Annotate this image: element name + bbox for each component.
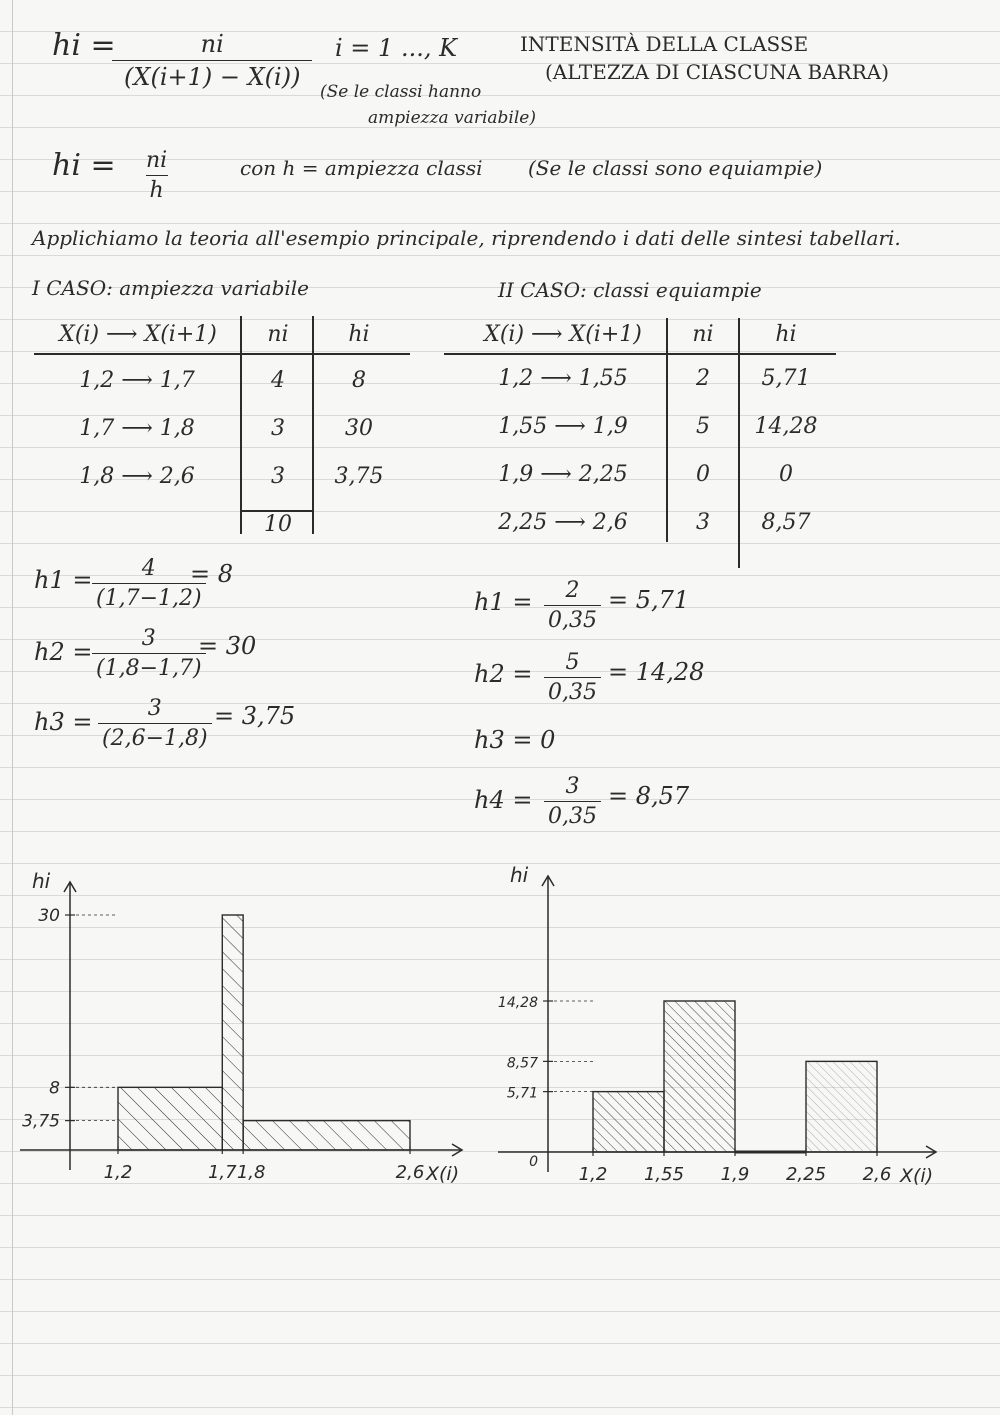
x-tick-label: 1,9 bbox=[720, 1164, 750, 1185]
case2-row3-interval: 1,9 ⟶ 2,25 bbox=[498, 462, 628, 487]
case2-calc2-result: = 14,28 bbox=[608, 658, 705, 686]
case1-row3-n: 3 bbox=[271, 464, 285, 489]
case1-calc3-result: = 3,75 bbox=[214, 702, 296, 730]
histogram-case2 bbox=[498, 863, 936, 1187]
formula1-note-line1: (Se le classi hanno bbox=[320, 82, 482, 102]
case1-row2-h: 30 bbox=[345, 416, 373, 441]
case1-calc2-lhs: h2 = bbox=[34, 638, 93, 666]
case1-calc1-fraction bbox=[92, 556, 206, 611]
case2-calc4-numerator: 3 bbox=[565, 774, 580, 799]
case1-calc3-denominator: (2,6−1,8) bbox=[98, 723, 212, 751]
case2-calc2-numerator: 5 bbox=[565, 650, 580, 675]
case2-calc1-numerator: 2 bbox=[565, 578, 580, 603]
x-tick-label: 2,6 bbox=[395, 1162, 425, 1183]
y-axis-title: hi bbox=[510, 863, 529, 887]
case1-row3-interval: 1,8 ⟶ 2,6 bbox=[79, 464, 195, 489]
case1-row1-interval: 1,2 ⟶ 1,7 bbox=[79, 368, 195, 393]
x-tick-label: 1,8 bbox=[236, 1162, 266, 1183]
case2-header-interval: X(i) ⟶ X(i+1) bbox=[484, 322, 642, 347]
histogram-bar bbox=[806, 1061, 877, 1152]
case2-header-n: ni bbox=[692, 322, 714, 347]
case1-row2-interval: 1,7 ⟶ 1,8 bbox=[79, 416, 195, 441]
case1-calc1-denominator: (1,7−1,2) bbox=[92, 583, 206, 611]
case2-title: II CASO: classi equiampie bbox=[498, 278, 762, 302]
y-tick-label: 0 bbox=[529, 1154, 538, 1170]
formula2-definition: con h = ampiezza classi bbox=[240, 156, 483, 180]
formula2-fraction bbox=[142, 148, 171, 203]
x-tick-label: 2,25 bbox=[785, 1164, 827, 1185]
case1-calc2-numerator: 3 bbox=[141, 626, 156, 651]
formula1-lhs: hi = bbox=[52, 28, 116, 63]
case2-calc3-lhs: h3 = 0 bbox=[474, 726, 556, 754]
case2-row4-interval: 2,25 ⟶ 2,6 bbox=[498, 510, 628, 535]
case2-row2-n: 5 bbox=[696, 414, 710, 439]
histogram-bar bbox=[118, 1087, 222, 1150]
case2-row1-n: 2 bbox=[696, 366, 710, 391]
case1-row1-h: 8 bbox=[352, 368, 366, 393]
case1-calc2-result: = 30 bbox=[198, 632, 257, 660]
case2-row2-interval: 1,55 ⟶ 1,9 bbox=[498, 414, 628, 439]
case1-header-n: ni bbox=[267, 322, 289, 347]
case2-row3-h: 0 bbox=[779, 462, 793, 487]
formula2-numerator: ni bbox=[146, 148, 168, 173]
histogram-bar bbox=[222, 915, 243, 1150]
x-axis-title: X(i) bbox=[900, 1165, 934, 1187]
case2-header-rule bbox=[444, 353, 836, 355]
x-tick-label: 2,6 bbox=[862, 1164, 892, 1185]
margin-line bbox=[12, 0, 13, 1415]
case1-row2-n: 3 bbox=[271, 416, 285, 441]
case2-header-h: hi bbox=[775, 322, 797, 347]
y-tick-label: 8,57 bbox=[506, 1055, 538, 1072]
case2-row2-h: 14,28 bbox=[754, 414, 818, 439]
intro-text: Applichiamo la teoria all'esempio principale, riprendendo i dati delle sintesi tabellari. bbox=[32, 226, 901, 250]
y-tick-label: 30 bbox=[38, 906, 60, 926]
x-axis-arrow bbox=[452, 1144, 462, 1156]
case2-calc4-denominator: 0,35 bbox=[544, 801, 601, 829]
case1-calc3-numerator: 3 bbox=[147, 696, 162, 721]
case1-title: I CASO: ampiezza variabile bbox=[32, 276, 310, 300]
y-tick-label: 5,71 bbox=[506, 1085, 538, 1102]
histogram-bar bbox=[593, 1092, 664, 1152]
case2-calc4-lhs: h4 = bbox=[474, 786, 533, 814]
formula2-note: (Se le classi sono equiampie) bbox=[528, 156, 823, 180]
case2-row1-h: 5,71 bbox=[761, 366, 811, 391]
case1-row1-n: 4 bbox=[271, 368, 285, 393]
case2-calc2-lhs: h2 = bbox=[474, 660, 533, 688]
x-tick-label: 1,2 bbox=[103, 1162, 133, 1183]
y-tick-label: 8 bbox=[49, 1078, 60, 1099]
case1-calc1-lhs: h1 = bbox=[34, 566, 93, 594]
formula1-numerator: ni bbox=[200, 30, 224, 58]
formula2-lhs: hi = bbox=[52, 148, 116, 183]
case1-calc1-result: = 8 bbox=[190, 560, 234, 588]
case2-calc2-denominator: 0,35 bbox=[544, 677, 601, 705]
x-tick-label: 1,7 bbox=[207, 1162, 237, 1183]
x-tick-label: 1,55 bbox=[643, 1164, 685, 1185]
case1-header-rule bbox=[34, 353, 410, 355]
formula1-index: i = 1 ..., K bbox=[335, 34, 458, 62]
formula1-denominator: (X(i+1) − X(i)) bbox=[112, 60, 312, 91]
y-tick-label: 3,75 bbox=[22, 1111, 60, 1132]
y-axis-arrow bbox=[542, 876, 554, 886]
case2-row3-n: 0 bbox=[696, 462, 710, 487]
formula1-title-line1: INTENSITÀ DELLA CLASSE bbox=[520, 32, 809, 56]
case2-calc4-fraction bbox=[544, 774, 601, 829]
case1-column-rule-1 bbox=[240, 316, 242, 534]
y-axis-arrow bbox=[64, 882, 76, 892]
case2-calc1-lhs: h1 = bbox=[474, 588, 533, 616]
x-axis-title: X(i) bbox=[426, 1163, 460, 1185]
case2-calc2-fraction bbox=[544, 650, 601, 705]
case2-calc1-fraction bbox=[544, 578, 601, 633]
histogram-case1 bbox=[20, 869, 462, 1185]
case1-header-h: hi bbox=[348, 322, 370, 347]
case1-calc3-fraction bbox=[98, 696, 212, 751]
case2-calc4-result: = 8,57 bbox=[608, 782, 690, 810]
y-tick-label: 14,28 bbox=[497, 995, 538, 1011]
case1-calc3-lhs: h3 = bbox=[34, 708, 93, 736]
case2-row4-h: 8,57 bbox=[761, 510, 811, 535]
case1-header-interval: X(i) ⟶ X(i+1) bbox=[59, 322, 217, 347]
histogram-bar bbox=[243, 1121, 410, 1150]
case1-total: 10 bbox=[264, 512, 292, 537]
case1-row3-h: 3,75 bbox=[334, 464, 384, 489]
case2-calc1-denominator: 0,35 bbox=[544, 605, 601, 633]
formula1-fraction bbox=[112, 30, 312, 91]
formula1-title-line2: (ALTEZZA DI CIASCUNA BARRA) bbox=[545, 60, 890, 84]
case2-calc1-result: = 5,71 bbox=[608, 586, 690, 614]
case2-row4-n: 3 bbox=[696, 510, 710, 535]
formula1-note-line2: ampiezza variabile) bbox=[368, 108, 536, 128]
x-axis-arrow bbox=[926, 1146, 936, 1158]
case1-calc1-numerator: 4 bbox=[141, 556, 156, 581]
formula2-denominator: h bbox=[146, 175, 168, 203]
case1-calc2-fraction bbox=[92, 626, 206, 681]
x-tick-label: 1,2 bbox=[578, 1164, 608, 1185]
case1-calc2-denominator: (1,8−1,7) bbox=[92, 653, 206, 681]
case2-row1-interval: 1,2 ⟶ 1,55 bbox=[498, 366, 628, 391]
histogram-bar bbox=[664, 1001, 735, 1152]
y-axis-title: hi bbox=[32, 869, 51, 893]
